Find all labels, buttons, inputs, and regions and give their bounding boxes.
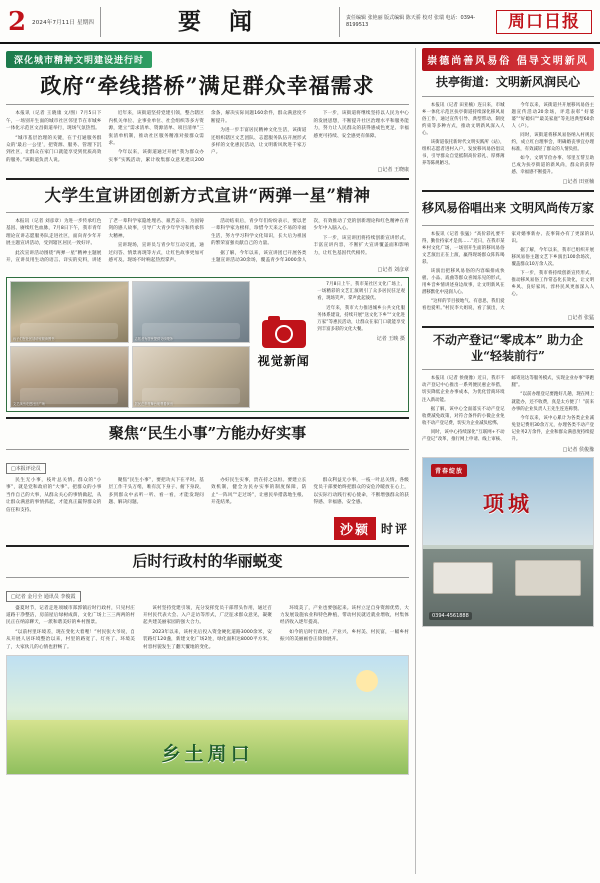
truck-graphic [433, 562, 493, 594]
story-two-headline: 大学生宣讲团创新方式宣讲“两弹一星”精神 [44, 186, 371, 206]
divider [6, 545, 409, 547]
paragraph: 2023年以来，该村先后投入资金硬化道路3000余米，安装路灯120盏，新建文化广场2处，绿化面积达8000平方米，村容村貌发生了翻天覆地的变化。 [143, 629, 272, 650]
sidebar-article-one-body [422, 102, 594, 176]
photo-feature-label: 视觉新闻 [257, 354, 310, 369]
paragraph: 据了解，该中心全面落实不动产登记收费减免政策，对符合条件的小微企业免收不动产登记费，切实为企业减负松绑。 [422, 406, 505, 426]
photo-grid [10, 281, 250, 408]
paper-logo: 周口日报 [496, 10, 592, 35]
ad-rural-title: 乡土周口 [161, 743, 254, 766]
sidebar-article-three-headline: 不动产登记“零成本” 助力企业“轻装前行” [433, 333, 583, 363]
story-two-byline: □记者 刘彦章 [377, 267, 409, 274]
paragraph: 如今，文明节俭办事、邻里互帮互助已成为扶亭街道的新风尚，群众的获得感、幸福感不断提升。 [511, 155, 594, 176]
paragraph: 该村坚持党建引领，充分发挥党员干部带头作用，通过召开村民代表大会、入户走访等形式，广泛征求群众意见，凝聚起共建美丽家园的强大合力。 [143, 605, 272, 626]
divider [422, 190, 594, 192]
story-four-body [6, 605, 409, 652]
divider [422, 225, 594, 226]
photo-byline: 记者 王映 摄 [376, 335, 405, 342]
paragraph: 近年来，该街道坚持党建引领，整合辖区内机关单位、企事业单位、社会组织等多方资源，建立“需求清单、资源清单、项目清单”三张清单机制，推动社区服务精准对接群众需求。 [108, 111, 204, 146]
sidebar-article-two-headline-right: 文明风尚传万家 [510, 201, 595, 216]
sidebar-article-two-byline: □记者 张猛 [567, 315, 594, 322]
divider [6, 104, 409, 105]
paragraph: 本报讯（记者 刘彦章）为进一步传承红色基因、赓续红色血脉，7月8日下午，我市青年理论宣讲志愿服务队走进社区，面向青少年开展主题宣讲活动，受到辖区居民一致好评。 [6, 218, 102, 247]
paragraph: 7月8日上午，我市某社区文化广场上，一场精彩的文艺汇演吸引了众多居民驻足观看，现场笑声、掌声此起彼伏。 [317, 282, 405, 302]
story-four [6, 552, 409, 651]
paragraph: 同时，该中心持续深化“互联网+不动产登记”改革，推行网上申请、线上审核、邮寄送达等服务模式，实现企业办事“零跑腿”。 [422, 376, 594, 442]
photo-feature-text [317, 281, 405, 408]
lead-byline: □记者 王晓康 [377, 167, 409, 174]
divider [6, 577, 409, 578]
side-column [416, 48, 594, 874]
story-four-headline: 后时行政村的华丽蜕变 [132, 552, 283, 571]
divider [422, 96, 594, 97]
paragraph: 本报讯（记者 张猛）“高价彩礼要不得，勤俭持家才是真……”近日，在我市某乡村文化广场，一场别开生面的移风易俗文艺演出正在上演，赢得现场群众阵阵喝彩。 [422, 231, 505, 265]
sidebar-banner: 崇德尚善风易俗 倡导文明新风 [422, 48, 594, 71]
ad-city-name: 项城 [483, 490, 533, 516]
divider [422, 326, 594, 328]
commentary-stamp [6, 517, 409, 540]
photo-caption: 居民在乡村舞台前观看演出 [134, 402, 173, 407]
paragraph: “这样的节目接地气、有意思，我们爱看也爱听。”村民李大姐说，看了演出，大家对婚事新办、丧事简办有了更深的认识。 [422, 231, 594, 312]
paragraph: “以前村里环境差，现在变化大着哩！”村民张大爷说，自从开展人居环境整治以来，村里的路宽了、灯亮了、环境美了，大家伙儿的心情也舒畅了。 [6, 629, 135, 650]
paragraph: 本报讯（记者 侯俊豫）近日，我市不动产登记中心推出一系列便民惠企举措，切实降低企业办事成本，为优化营商环境注入新动能。 [422, 376, 505, 403]
photo-feature [6, 277, 409, 412]
paragraph: 活动结束后，青少年们纷纷表示，要以老一辈科学家为榜样，珍惜今天来之不易的幸福生活，努力学习科学文化知识，长大后为祖国的繁荣富强贡献自己的力量。 [211, 218, 307, 247]
paragraph: 今年以来，该中心累计为各类企业减免登记费用30余万元，办理各类不动产登记业务2万余件，企业和群众满意度持续提升。 [511, 415, 594, 442]
paragraph: 下一步，该宣讲团将持续创新宣讲形式，丰富宣讲内容，不断扩大宣讲覆盖面和影响力，让红色基因代代相传。 [313, 235, 409, 256]
photo-caption: 志愿者为居民提供义诊服务 [134, 337, 173, 342]
page-content [0, 44, 600, 880]
paragraph: “城市基层治理的关键，在于打通服务群众的‘最后一公里’，把资源、服务、管理下沉到社区，让群众在家门口就能享受到优质高效的服务。”该街道负责人说。 [6, 135, 102, 163]
paragraph: 据了解，今年以来，我市已组织开展移风易俗主题文艺下乡演出100余场次，覆盖群众10万余人次。 [511, 247, 594, 267]
paragraph: 近年来，我市大力推进城乡公共文化服务体系建设，持续开展“送文化下乡”“文化进万家”等惠民活动，让群众在家门口就能享受到丰富多彩的文化大餐。 [317, 305, 405, 332]
sidebar-article-one [422, 75, 594, 185]
camera-icon [262, 320, 306, 348]
paragraph: 本报讯（记者 田亚楠）连日来，市城乡一体化示范区扶亭街道持续深化移风易俗工作，通过宣传引导、典型带动、制度约束等多种方式，推动文明新风深入人心。 [422, 102, 505, 136]
paragraph: 该演出把移风易俗的内容编排成快板、小品、戏曲等群众喜闻乐见的形式，用乡音乡情讲述身边故事，让文明新风在潜移默化中浸润人心。 [422, 268, 505, 296]
stamp-sub-label: 时评 [380, 522, 409, 537]
main-column [6, 48, 416, 874]
section-title: 要 闻 [100, 7, 340, 36]
stamp-label: 沙颍 [334, 517, 376, 540]
paragraph: 下一步，我市将持续创新宣传形式，推动移风易俗工作常态化长效化，让文明乡风、良好家风、淳朴民风更加深入人心。 [511, 270, 594, 298]
paragraph: 盛夏时节，记者走进项城市郑郭镇后时行政村，只见村庄道路干净整洁，房前屋后绿树成荫，文化广场上三三两两的村民正在纳凉聊天，一派和谐美好的乡村图景。 [6, 605, 135, 626]
story-three-body [6, 477, 409, 514]
photo [132, 346, 251, 408]
sidebar-article-one-headline: 扶亭街道：文明新风润民心 [435, 75, 580, 89]
paragraph: 据了解，今年以来，该宣讲团已开展各类主题宣讲活动30余场，覆盖青少年3000余人次，有效推动了党的创新理论和红色精神在青少年中入脑入心。 [211, 218, 409, 263]
photo [132, 281, 251, 343]
masthead [0, 0, 600, 44]
paragraph: 本报讯（记者 王晓康 文/图）7月5日下午，一场别开生面的城市社区邻里节在市城乡一体化示范区文昌街道举行，现场气氛热烈。 [6, 111, 102, 132]
ad-badge: 青春绽放 [431, 464, 467, 477]
divider [6, 178, 409, 180]
photo [10, 281, 129, 343]
divider [6, 449, 409, 450]
story-three-headline: 聚焦“民生小事”方能办好实事 [108, 424, 307, 443]
sidebar-article-one-byline: □记者 田亚楠 [562, 179, 594, 186]
paragraph: 为进一步丰富居民精神文化生活，该街道还组织辖区文艺团队、志愿服务队伍开展形式多样的文化惠民活动，让文明新风吹进千家万户。 [211, 128, 307, 156]
paragraph: 群众利益无小事，一枝一叶总关情。各级党员干部要始终把群众的安危冷暖放在心上，以实际行动践行初心使命，不断增强群众的获得感、幸福感、安全感。 [313, 477, 409, 506]
story-two [6, 185, 409, 273]
paragraph: 同时，该街道将移风易俗纳入村规民约，成立红白理事会，明确婚丧事宜办理标准，有效减轻了群众的人情负担。 [511, 132, 594, 152]
issue-date: 2024年7月11日 星期四 [32, 20, 95, 26]
editor-info: 责任编辑 张艳丽 版式编辑 陈天骄 校对 张瑞 电话：0394-8199513 [346, 14, 476, 28]
lead-headline: 政府“牵线搭桥”满足群众幸福需求 [40, 73, 375, 98]
truck-graphic [515, 560, 581, 596]
sun-icon [356, 670, 378, 692]
page-number: 2 [8, 7, 27, 37]
lead-article [6, 48, 409, 173]
photo [10, 346, 129, 408]
sidebar-article-three-body [422, 375, 594, 443]
paragraph: “以前办理登记要跑好几趟，现在网上就能办，还不收费，真是太方便了！”前来办事的企业负责人王先生连连称赞。 [511, 392, 594, 412]
paragraph: 办好民生实事，贵在持之以恒。要建立长效机制，健全为民办实事的制度保障，防止“一阵风”“走过场”，让惠民举措落地生根、开花结果。 [211, 477, 307, 506]
paragraph: 宣讲现场，宣讲员与青少年互动交流，通过问答、情景再现等方式，让红色故事更加可感可及。现场不时响起热烈掌声。 [108, 243, 204, 263]
photo-caption: 孩子们在社区活动室阅读图书 [13, 337, 55, 342]
photo-feature-label-group [254, 281, 313, 408]
story-four-tag: □记者 金月全 通讯员 李俊霞 [6, 591, 81, 602]
sidebar-article-two [422, 197, 594, 321]
divider [6, 417, 409, 419]
paragraph: 今年以来，该街道共开展移风易俗主题宣传活动20余场，评选表彰“好婆婆”“好媳妇”“最美家庭”等先进典型60余人（户）。 [511, 102, 594, 129]
photo-caption: 文艺演出走进社区广场 [13, 402, 45, 407]
sidebar-article-two-body [422, 231, 594, 313]
story-three-tag: □本报评论员 [6, 463, 46, 474]
ad-rural-zhoukou[interactable] [6, 655, 409, 775]
ad-phone: 0394-4561888 [429, 612, 472, 620]
sidebar-article-three [422, 333, 594, 453]
ad-xiangcheng[interactable] [422, 457, 594, 627]
paragraph: 此次宣讲活动围绕“两弹一星”精神主题展开，宣讲员用生动的语言、详实的史料，讲述了老一辈科学家隐姓埋名、艰苦奋斗、为国铸剑的感人故事，引导广大青少年学习和传承伟大精神。 [6, 218, 204, 263]
paragraph: 民生无小事，枝叶总关情。群众的“小事”，就是党和政府的“大事”。把群众的小事当作自己的大事，从群众关心的事情做起，从让群众满意的事情抓起，才能真正赢得群众的信任和支持。 [6, 477, 102, 513]
paragraph: 今年以来，该街道通过开展“我为群众办实事”实践活动，累计收集群众意见建议200余条，解决实际问题160余件，群众满意度不断提升。 [108, 111, 307, 163]
story-three [6, 424, 409, 540]
sidebar-article-two-headline-left: 移风易俗唱出来 [422, 201, 507, 216]
divider [6, 212, 409, 213]
divider [422, 369, 594, 370]
paragraph: 下一步，该街道将继续坚持以人民为中心的发展思想，不断提升社区治理水平和服务能力，努力让人民群众的获得感成色更足、幸福感更可持续、安全感更有保障。 [313, 111, 409, 139]
lead-body [6, 110, 409, 164]
paragraph: 聚焦“民生小事”，要把功夫下在平时。基层工作千头万绪，唯有沉下身子、俯下身段，多到群众中去听一听、看一看，才能发现问题、解决问题。 [108, 477, 204, 506]
sidebar-article-three-byline: □记者 侯俊豫 [562, 446, 594, 453]
lead-kicker: 深化城市精神文明建设进行时 [6, 51, 152, 68]
paragraph: 环境美了，产业也要强起来。该村立足自身资源优势，大力发展设施农业和特色种植，带动村民就近就业增收，村集体经济收入逐年提高。 [280, 605, 409, 626]
story-two-body [6, 218, 409, 265]
paragraph: 如今的后时行政村，产业兴、乡村美、村民富，一幅乡村振兴的美丽画卷正徐徐展开。 [280, 629, 409, 643]
paragraph: 该街道依托新时代文明实践所（站），组织志愿者进村入户，发放移风易俗倡议书，引导群众自觉抵制高价彩礼、厚葬薄养等陈规陋习。 [422, 139, 505, 166]
